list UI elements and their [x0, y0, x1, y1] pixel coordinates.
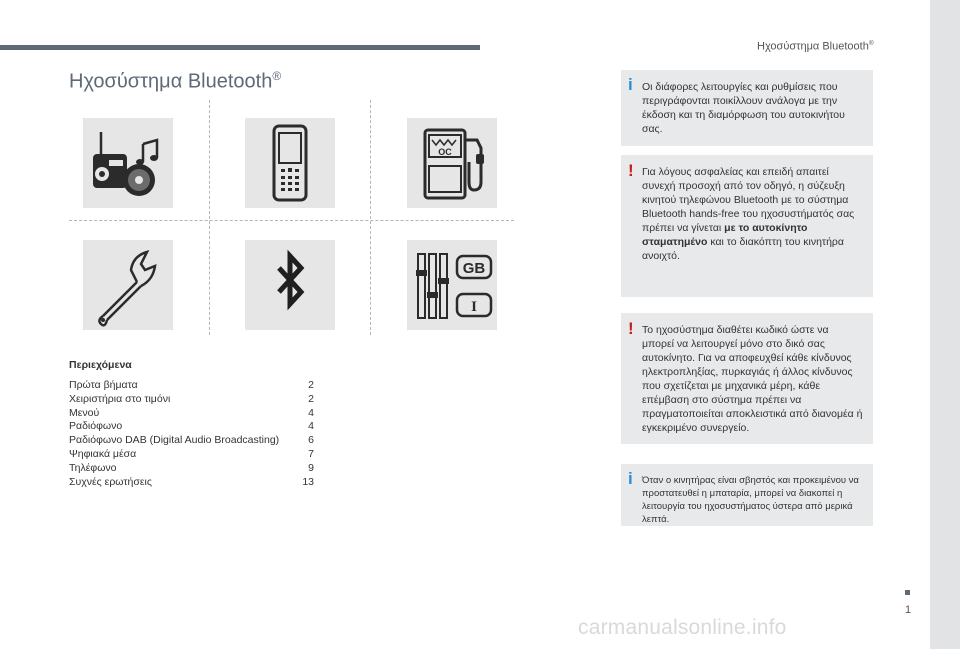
warning-icon: ! [628, 319, 634, 338]
svg-text:OC: OC [438, 147, 452, 157]
equalizer-language-icon[interactable] [407, 240, 497, 330]
grid-divider [209, 100, 210, 335]
warning-note-code: ! Το ηχοσύστημα διαθέτει κωδικό ώστε να μπορεί να λειτουργεί μόνο στο δικό σας αυτοκίνητο. Για να αποφευχθεί κάθε κίνδυνος ηλεκτροπληξίας, πυρκαγιάς ή άλλος κίνδυνος που σχετίζεται με μηχανικά μέρη, κάθε επέμβαση στο σύστημα πρέπει να πραγματοποιείται αποκλειστικά από διανομέα ή εγκεκριμένο συνεργείο. [621, 313, 873, 444]
toc-item[interactable]: Πρώτα βήματα 2 [69, 379, 314, 391]
mobile-phone-icon[interactable] [245, 118, 335, 208]
grid-divider [69, 220, 514, 221]
warning-note-pairing: ! Για λόγους ασφαλείας και επειδή απαιτεί συνεχή προσοχή από τον οδηγό, η σύζευξη κινητού τηλεφώνου Bluetooth με το σύστημα Bluetooth hands-free του ηχοσυστήματός σας πρέπει να γίνεται με το αυτοκίνητο σταματημένο και το διακόπτη του κινητήρα ανοιχτό. [621, 155, 873, 297]
svg-text:GB: GB [462, 260, 486, 277]
page-marker [905, 590, 910, 595]
toc-item[interactable]: Τηλέφωνο 9 [69, 461, 314, 474]
radio-cd-music-icon[interactable] [83, 118, 173, 208]
toc-item[interactable]: Μενού 4 [69, 406, 314, 419]
toc-item[interactable]: Συχνές ερωτήσεις 13 [69, 475, 314, 488]
bluetooth-icon[interactable] [245, 240, 335, 330]
warning-icon: ! [628, 161, 634, 180]
info-note-versions: i Οι διάφορες λειτουργίες και ρυθμίσεις που περιγράφονται ποικίλλουν ανάλογα με την έκδοση και τη διαμόρφωση του αυτοκινήτου σας. [621, 70, 873, 146]
fuel-pump-icon[interactable] [407, 118, 497, 208]
side-strip [930, 0, 960, 649]
toc-item[interactable]: Ραδιόφωνο 4 [69, 420, 314, 433]
toc-item[interactable]: Ραδιόφωνο DAB (Digital Audio Broadcasting) 6 [69, 434, 314, 447]
info-icon: i [628, 469, 633, 488]
svg-text:I: I [471, 299, 477, 315]
toc-item[interactable]: Ψηφιακά μέσα 7 [69, 447, 314, 460]
running-header: Ηχοσύστημα Bluetooth® [757, 40, 874, 53]
info-note-battery: i Όταν ο κινητήρας είναι σβηστός και προκειμένου να προστατευθεί η μπαταρία, μπορεί να διακοπεί η λειτουργία του ηχοσυστήματος ύστερα από μερικά λεπτά. [621, 464, 873, 526]
info-icon: i [628, 75, 633, 94]
top-accent-bar [0, 45, 480, 50]
page-number: 1 [905, 604, 912, 616]
table-of-contents [69, 359, 314, 489]
wrench-icon[interactable] [83, 240, 173, 330]
page-title: Ηχοσύστημα Bluetooth® [69, 69, 282, 93]
toc-heading: Περιεχόμενα [69, 359, 132, 371]
watermark: carmanualsonline.info [578, 616, 787, 639]
toc-item[interactable]: Χειριστήρια στο τιμόνι 2 [69, 392, 314, 405]
grid-divider [370, 100, 371, 335]
